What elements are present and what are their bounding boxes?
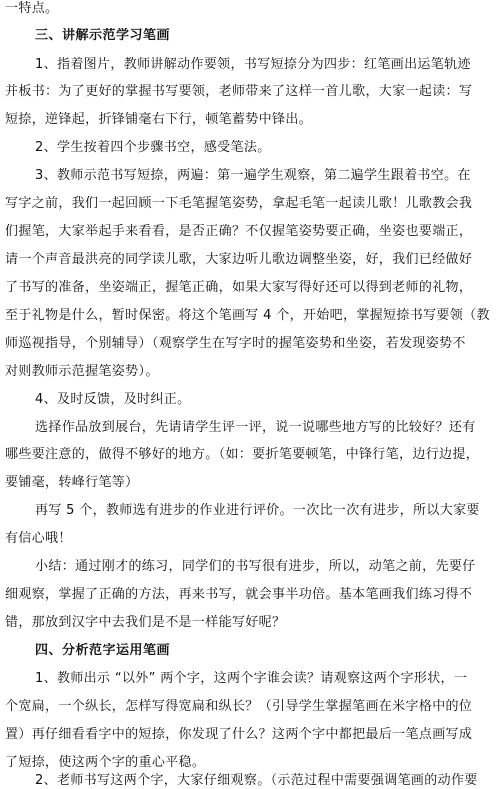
text-line: 哪些要注意的，做得不够好的地方。（如：要折笔要顿笔，中锋行笔，边行边提，: [5, 447, 480, 462]
text-line: 至于礼物是什么，暂时保密。将这个笔画写 4 个，开始吧，掌握短捺书写要领（教: [5, 308, 490, 323]
text-line: 们握笔，大家举起手来看看，是否正确？不仅握笔姿势要正确，坐姿也要端正，: [5, 224, 473, 239]
text-line: 4、及时反馈，及时纠正。: [35, 392, 191, 407]
text-line: 个宽扁，一个纵长，怎样写得宽扁和纵长？（引导学生掌握笔画在米字格中的位: [5, 699, 473, 714]
text-line: 要铺毫，转峰行笔等）: [5, 475, 139, 490]
text-line: 再写 5 个，教师选有进步的作业进行评价。一次比一次有进步，所以大家要: [35, 503, 480, 518]
text-line: 有信心哦！: [5, 531, 72, 546]
text-line: 了书写的准备，坐姿端正，握笔正确，如果大家写得好还可以得到老师的礼物，: [5, 280, 473, 295]
section-heading: 三、讲解示范学习笔画: [35, 28, 171, 43]
text-line: 选择作品放到展台，先请请学生评一评，说一说哪些地方写的比较好？还有: [35, 420, 476, 435]
text-line: 写字之前，我们一起回顾一下毛笔握笔姿势，拿起毛笔一起读儿歌！儿歌教会我: [5, 196, 473, 211]
text-line: 了短捺，使这两个字的重心平稳。: [5, 755, 206, 770]
text-line: 2、老师书写这两个字，大家仔细观察。（示范过程中需要强调笔画的动作要: [35, 773, 478, 788]
text-line: 2、学生按着四个步骤书空，感受笔法。: [35, 140, 271, 155]
text-line: 请一个声音最洪亮的同学读儿歌，大家边听儿歌边调整坐姿，好，我们已经做好: [5, 252, 473, 267]
text-line: 置）再仔细看看字中的短捺，你发现了什么？这两个字中都把最后一笔点画写成: [5, 727, 473, 742]
text-line: 对则教师示范握笔姿势）。: [5, 364, 159, 379]
text-line: 短捺，逆锋起，折锋铺毫右下行，顿笔蓄势中锋出。: [5, 112, 313, 127]
text-line: 错，那放到汉字中去我们是不是一样能写好呢？: [5, 615, 286, 630]
text-line: 细观察，掌握了正确的方法，再来书写，就会事半功倍。基本笔画我们练习得不: [5, 587, 473, 602]
text-line: 3、教师示范书写短捺，两遍：第一遍学生观察，第二遍学生跟着书空。在: [35, 168, 471, 183]
text-line: 1、教师出示 “以外” 两个字，这两个字谁会读？请观察这两个字形状，一: [35, 671, 468, 686]
text-line: 小结：通过刚才的练习，同学们的书写很有进步，所以，动笔之前，先要仔: [35, 559, 476, 574]
section-heading: 四、分析范字运用笔画: [35, 643, 171, 658]
text-line: 1、指着图片，教师讲解动作要领，书写短捺分为四步：红笔画出运笔轨迹: [35, 57, 471, 72]
text-line: 并板书：为了更好的掌握书写要领，老师带来了这样一首儿歌，大家一起读：写: [5, 84, 473, 99]
text-line: 一特点。: [5, 1, 59, 16]
text-line: 师巡视指导，个别辅导）（观察学生在写字时的握笔姿势和坐姿，若发现姿势不: [5, 336, 466, 351]
